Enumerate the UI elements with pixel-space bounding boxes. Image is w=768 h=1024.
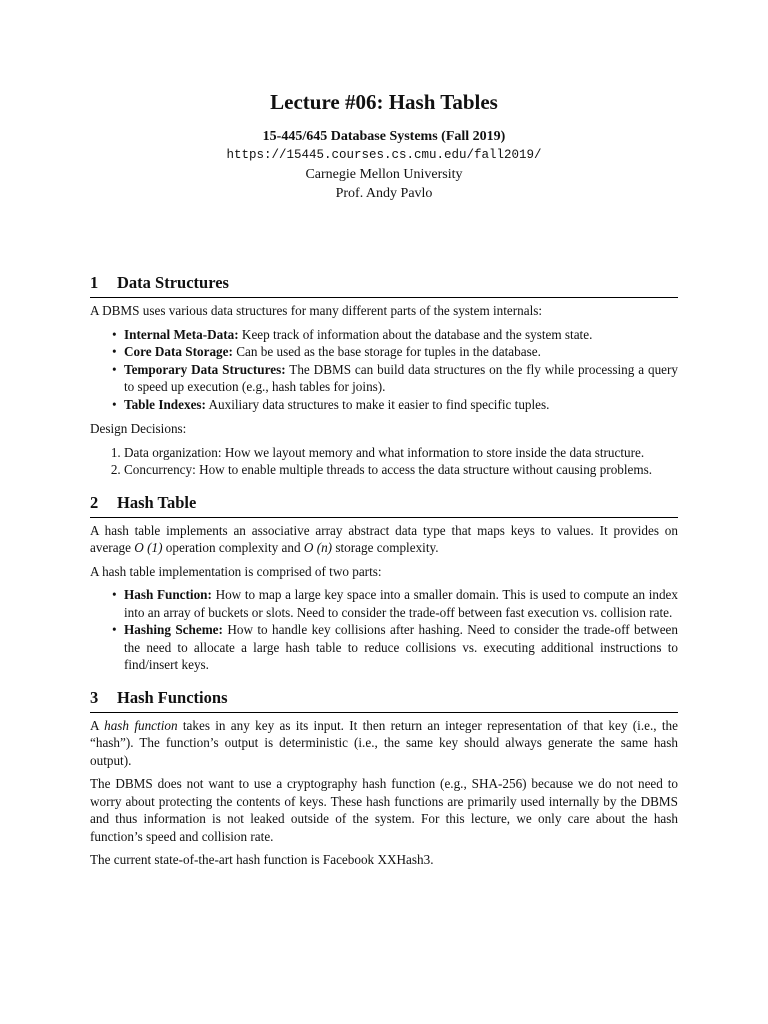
- paragraph: A hash table implementation is comprised of two parts:: [90, 563, 382, 579]
- list-item: 1. Data organization: How we layout memory and what information to store inside the data structure.: [124, 444, 678, 462]
- term: Temporary Data Structures:: [124, 361, 286, 377]
- bullet-list: [90, 586, 678, 674]
- section-hash-functions: [90, 687, 678, 869]
- term-description: The DBMS can build data structures on the fly while processing a query to speed up execution (e.g., hash tables for joins).: [124, 361, 679, 394]
- text-run: operation complexity and: [162, 540, 304, 555]
- text-run: A: [90, 717, 105, 733]
- section-number: 3: [90, 687, 99, 707]
- section-heading: [90, 492, 678, 518]
- section-title: Hash Functions: [117, 687, 228, 707]
- term-description: Keep track of information about the database and the system state.: [238, 326, 593, 342]
- list-item: [124, 396, 678, 414]
- section-data-structures: [90, 272, 678, 479]
- section-title: Data Structures: [117, 273, 229, 292]
- section-title: Hash Table: [117, 492, 197, 512]
- section-number: 2: [90, 492, 99, 512]
- term-description: Can be used as the base storage for tuples in the database.: [232, 344, 541, 359]
- text-run: takes in any key as its input. It then return an integer representation of that key (i.e., the “hash”). The function’s output is deterministic (i.e., the same key should always generate the same hash output).: [90, 717, 678, 768]
- lecture-header: [0, 88, 768, 203]
- section-hash-table: [90, 492, 678, 674]
- term-description: How to handle key collisions after hashing. Need to consider the trade-off between the need to allocate a large hash table to reduce collisions vs. executing additional instructions to find/insert keys.: [124, 622, 678, 672]
- list-item: 2. Concurrency: How to enable multiple threads to access the data structure without causing problems.: [124, 461, 678, 479]
- term: Hash Function:: [124, 587, 212, 602]
- paragraph: A DBMS uses various data structures for many different parts of the system internals:: [90, 303, 543, 318]
- math-expression: O (n): [303, 540, 333, 555]
- bullet-list: [90, 326, 678, 414]
- term: Table Indexes:: [124, 396, 206, 412]
- list-item: [124, 361, 678, 396]
- section-heading: [90, 272, 678, 298]
- paragraph: [90, 522, 678, 557]
- term: Core Data Storage:: [124, 344, 233, 359]
- numbered-list: [90, 444, 678, 479]
- design-decisions-label: Design Decisions:: [90, 421, 187, 436]
- text-run: A hash table implements an associative array abstract data type that maps keys to values. It provides on average: [90, 522, 678, 555]
- list-item: [124, 586, 678, 621]
- term: Internal Meta-Data:: [124, 326, 239, 342]
- math-expression: O (1): [134, 540, 163, 555]
- emphasized-term: hash function: [104, 717, 178, 733]
- course-url[interactable]: https://15445.courses.cs.cmu.edu/fall2019/: [226, 148, 542, 162]
- paragraph: [90, 717, 678, 770]
- professor-name: Prof. Andy Pavlo: [335, 186, 433, 201]
- term: Hashing Scheme:: [124, 622, 223, 637]
- lecture-title: Lecture #06: Hash Tables: [270, 90, 498, 114]
- term-description: Auxiliary data structures to make it easier to find specific tuples.: [205, 396, 550, 412]
- section-number: 1: [90, 273, 99, 292]
- list-item: [124, 343, 678, 361]
- document-body: [90, 272, 678, 882]
- paragraph: The DBMS does not want to use a cryptography hash function (e.g., SHA-256) because we do not need to worry about protecting the contents of keys. These hash functions are primarily used internally by the DBMS and thus information is not leaked outside of the system. For this lecture, we only care about the hash function’s speed and collision rate.: [90, 776, 678, 844]
- text-run: storage complexity.: [332, 540, 439, 555]
- term-description: How to map a large key space into a smaller domain. This is used to compute an index into an array of buckets or slots. Need to consider the trade-off between fast execution vs. collision rate.: [124, 587, 678, 620]
- university-name: Carnegie Mellon University: [305, 167, 463, 182]
- list-item: [124, 621, 678, 674]
- course-name: 15-445/645 Database Systems (Fall 2019): [262, 129, 506, 144]
- section-heading: [90, 687, 678, 713]
- list-item: [124, 326, 678, 344]
- paragraph: The current state-of-the-art hash function is Facebook XXHash3.: [90, 852, 434, 867]
